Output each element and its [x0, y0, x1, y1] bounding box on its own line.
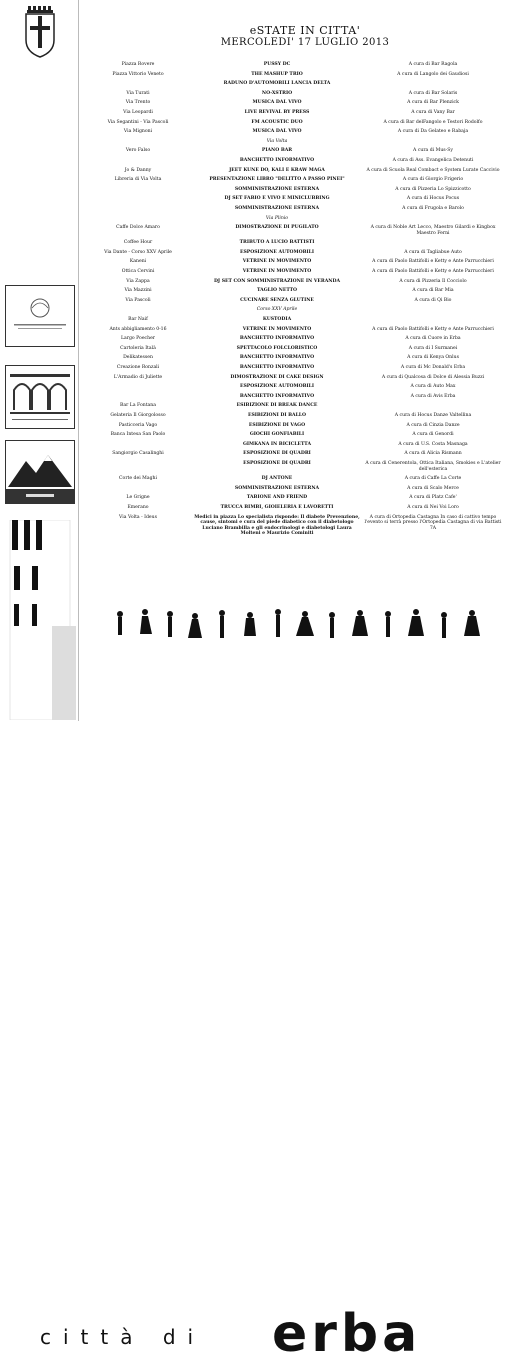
row-event: MUSICA DAL VIVO [252, 129, 302, 135]
row-place: Largo Poecher [121, 336, 155, 342]
schedule-row [84, 240, 504, 246]
row-curator: A cura di Bar delFangolo e Testori Rodolfo [383, 119, 483, 125]
row-place: Via Leopardi [123, 109, 153, 115]
schedule-row [84, 110, 504, 116]
row-event: JEET KUNE DO, KALI E KRAW MAGA [229, 167, 325, 173]
row-curator: A cura di Vany Bar [411, 109, 455, 115]
row-curator: A cura di Langolo dei Gaudiosi [397, 71, 469, 77]
schedule-row [84, 486, 504, 492]
row-event: BANCHETTO INFORMATIVO [239, 365, 315, 370]
row-place: Via Turati [126, 90, 150, 96]
row-event: TAGLIO NETTO [256, 288, 297, 294]
row-event: Medici in piazza Lo specialista risponde: Il diabete Prevenzione, cause, sintomi e cura del piede diabetico con il diabetologo Luciano Brambilla e gli endocrinologi e diabetologi Laura Molteni e Maurizio Cominiti [194, 514, 360, 537]
schedule-row [84, 177, 504, 183]
schedule-row [84, 298, 504, 304]
row-event: DIMOSTRAZIONE DI PUGILATO [235, 225, 319, 231]
row-curator: A cura di Mc Donald's Erba [400, 365, 466, 370]
schedule-row [84, 355, 504, 361]
header [170, 24, 440, 49]
row-place: Pasticceria Vago [118, 422, 158, 428]
row-event: BANCHETTO INFORMATIVO [239, 393, 315, 399]
row-curator: A cura di I Surmanei [408, 345, 458, 351]
event-schedule [84, 62, 504, 537]
schedule-row [84, 394, 504, 400]
row-event: PUSSY DC [263, 62, 291, 67]
row-event: ESIBIZIONE DI BREAK DANCE [236, 403, 318, 409]
schedule-row [84, 81, 504, 87]
row-curator: A cura di Alicia Rismann [404, 451, 462, 457]
row-place: Piazza Rovere [121, 62, 155, 67]
schedule-row [84, 120, 504, 126]
schedule-row [84, 168, 504, 174]
row-event: DJ SET FABIO E VIVO E MINICLUBBING [224, 196, 330, 202]
schedule-row [84, 187, 504, 193]
row-place: L'Armadio di Juliette [113, 374, 163, 380]
footer-city-name: erba [272, 1304, 422, 1364]
row-event: THE MASHUP TRIO [251, 71, 303, 77]
row-curator: A cura di Pizzeria Il Cocciolo [399, 278, 467, 284]
arches-emblem-icon [6, 366, 74, 428]
row-curator: A cura di Bar Plenzick [407, 100, 459, 106]
row-place: Via Zappa [126, 278, 150, 284]
row-curator: A cura di Avis Erba [410, 393, 456, 399]
row-event: BANCHETTO INFORMATIVO [239, 355, 315, 361]
schedule-row [84, 515, 504, 537]
schedule-row [84, 196, 504, 202]
page-title: eSTATE IN CITTA' [249, 24, 361, 37]
row-event: GIOCHI GONFIABILI [249, 432, 305, 438]
schedule-row [84, 100, 504, 106]
row-place: Banca Intesa San Paolo [110, 432, 166, 438]
row-event: RADUNO D'AUTOMOBILI LANCIA DELTA [223, 81, 331, 87]
schedule-row [84, 250, 504, 256]
schedule-row [84, 216, 504, 222]
row-event: ESIBIZIONE DI VAGO [248, 422, 306, 428]
row-curator: A cura di Kenya Onlus [407, 355, 459, 361]
row-place: Via Mignoni [123, 129, 153, 135]
row-place: Le Grigne [126, 495, 150, 501]
schedule-row [84, 495, 504, 501]
row-curator: A cura di Scalo Merce [407, 485, 459, 491]
row-event: TRUCCA BIMBI, GIOIELERIA E LAVORETTI [220, 504, 334, 510]
row-place: Via Volta - Ideus [119, 514, 157, 520]
schedule-row [84, 158, 504, 164]
row-curator: A cura di Paolo Battifolli e Ketty e Ante Parrucchieri [372, 269, 494, 275]
schedule-row [84, 62, 504, 68]
row-place: Cartoleria Italà [120, 345, 156, 351]
row-place: Via Trento [125, 100, 151, 106]
row-event: ESPOSIZIONE AUTOMOBILI [239, 249, 315, 255]
schedule-row [84, 129, 504, 135]
row-event: SOMMINISTRAZIONE ESTERNA [234, 186, 320, 192]
row-event: PRESENTAZIONE LIBRO "DELITTO A PASSO PINEI" [209, 177, 345, 183]
schedule-row [84, 432, 504, 438]
row-place: Delikatessen [123, 355, 153, 361]
row-curator: A cura di Noble Art Lecco, Maestro Gilardi e Kingbox Maestro Ferni [370, 225, 496, 236]
row-event: SOMMINISTRAZIONE ESTERNA [234, 205, 320, 211]
schedule-row [84, 91, 504, 97]
schedule-row [84, 139, 504, 145]
schedule-row [84, 413, 504, 419]
row-curator: A cura di Paolo Battifolli e Ketty e Ante Parrucchieri [372, 326, 494, 332]
row-place: Bar La Fontana [120, 403, 156, 409]
row-event: ESPOSIZIONE DI QUADRI [243, 460, 311, 466]
row-curator: A cura di Bar Solaris [408, 90, 458, 96]
row-curator: A cura di Qi Bio [414, 297, 452, 303]
row-curator: A cura di Genordi [412, 432, 454, 438]
schedule-row [84, 259, 504, 265]
row-curator: A cura di Bar Ragola [408, 62, 458, 67]
row-event: KUSTODIA [262, 317, 292, 323]
schedule-row [84, 375, 504, 381]
row-event: TABIONE AND FRIEND [246, 495, 308, 501]
mountains-emblem-icon [6, 441, 74, 503]
schedule-row [84, 403, 504, 409]
row-event: SPETTACOLO FOLCLORISTICO [236, 345, 318, 351]
row-curator: A cura di Qualcosa di Dolce di Alessia Buzzi [381, 374, 485, 380]
schedule-row [84, 442, 504, 448]
schedule-row [84, 317, 504, 323]
row-place: Sangiorgio Casalinghi [112, 451, 164, 457]
row-curator: A cura di Da Gelateo e Rabaja [397, 129, 469, 135]
row-place: Libreria di Via Volta [114, 177, 162, 183]
row-curator: A cura di Giorgio Frigerio [402, 177, 464, 183]
schedule-row [84, 461, 504, 472]
schedule-row [84, 307, 504, 313]
row-curator: A cura di Auto Max [410, 384, 456, 390]
footer-city-prefix: città di [40, 1325, 206, 1349]
row-curator: A cura di Caffe La Corte [404, 476, 462, 482]
row-curator: A cura di Pizzeria Lo Spizzicotto [395, 186, 471, 192]
row-curator: A cura di Ass. Evangelica Detenuti [392, 157, 474, 163]
row-event: VETRINE IN MOVIMENTO [242, 326, 312, 332]
row-place: Bar Naif [128, 317, 148, 323]
row-event: LIVE REVIVAL BY PRESS [244, 109, 310, 115]
schedule-row [84, 476, 504, 482]
sponsor-logo-arches [5, 365, 75, 429]
row-curator: A cura di Scuola Real Combact e System Lurate Caccivio [366, 167, 500, 173]
row-curator: A cura di Hocus Danze Valtellina [394, 412, 472, 418]
row-place: Caffe Dolce Amaro [116, 225, 160, 231]
row-event: GIMKANA IN BICICLETTA [242, 441, 312, 447]
row-place: Ottica Cervini [121, 269, 155, 275]
row-event: MUSICA DAL VIVO [252, 100, 302, 106]
row-event: Corso XXV Aprile [256, 307, 298, 313]
row-curator: A cura di Cinzia Danze [406, 422, 460, 428]
row-curator: A cura di Ortopedia Castagna In caso di cattivo tempo l'evento si terrà presso l'Ortopedia Castagna di via Battisti 7A [364, 514, 502, 531]
row-place: Via Mazzini [124, 288, 152, 294]
row-place: Emerano [127, 504, 149, 510]
footer [0, 640, 510, 1364]
row-curator: A cura di Cenerentola, Ottica Italiana, Smokies e L'atelier dell'esterica [365, 460, 501, 472]
row-curator: A cura di Frugola e Barolo [402, 205, 464, 211]
row-event: DJ SET CON SOMMINISTRAZIONE IN VERANDA [213, 278, 341, 284]
schedule-row [84, 148, 504, 154]
schedule-row [84, 365, 504, 371]
row-place: Coffee Hour [123, 240, 153, 246]
row-event: VETRINE IN MOVIMENTO [242, 259, 312, 265]
row-curator: A cura di U.S. Costa Masnaga [398, 441, 468, 447]
schedule-row [84, 288, 504, 294]
row-event: TRIBUTO A LUCIO BATTISTI [239, 240, 315, 246]
row-curator: A cura di Hocus Pocus [406, 196, 460, 202]
row-event: DIMOSTRAZIONE DI CAKE DESIGN [230, 374, 324, 380]
row-event: Via Volta [266, 138, 288, 144]
row-event: DJ ANTONE [261, 476, 293, 482]
row-place: Ants abbigliamento 0-16 [109, 326, 167, 332]
schedule-row [84, 346, 504, 352]
row-event: ESPOSIZIONE AUTOMOBILI [239, 384, 315, 390]
schedule-row [84, 505, 504, 511]
row-place: Creazione Ronzali [116, 365, 160, 370]
row-place: Via Pascoli [125, 297, 151, 303]
page-subtitle: MERCOLEDI' 17 LUGLIO 2013 [220, 37, 390, 48]
row-event: VETRINE IN MOVIMENTO [242, 269, 312, 275]
row-event: PIANO BAR [261, 148, 293, 154]
row-curator: A cura di Tagliabue Auto [404, 249, 462, 255]
row-event: ESIBIZIONI DI BALLO [247, 412, 307, 418]
row-place: Piazza Vittorio Veneto [112, 71, 164, 77]
schedule-row [84, 327, 504, 333]
row-place: Jo & Danny [124, 167, 152, 173]
sponsor-logo-mountains [5, 440, 75, 504]
row-event: ESPOSIZIONE DI QUADRI [243, 451, 311, 457]
row-place: Corte dei Maghi [119, 476, 157, 482]
row-event: SOMMINISTRAZIONE ESTERNA [234, 485, 320, 491]
row-event: Via Plinio [265, 215, 289, 221]
row-place: Vero Falso [125, 148, 151, 154]
row-curator: A cura di Mus-Sy [413, 148, 453, 154]
row-event: NO-XSTRIO [261, 90, 293, 96]
schedule-row [84, 206, 504, 212]
schedule-row [84, 225, 504, 236]
schedule-row [84, 336, 504, 342]
schedule-row [84, 279, 504, 285]
row-curator: A cura di Paolo Battifolli e Ketty e Ante Parrucchieri [372, 259, 494, 265]
row-event: BANCHETTO INFORMATIVO [239, 336, 315, 342]
left-sidebar [0, 0, 79, 721]
city-crest-icon [22, 6, 58, 58]
row-curator: A cura di Platz Cafe' [409, 495, 457, 501]
schedule-row [84, 72, 504, 78]
row-curator: A cura di Cuore in Erba [405, 336, 461, 342]
row-event: FM ACOUSTIC DUO [251, 119, 303, 125]
sponsor-logo-region [5, 285, 75, 347]
row-event: BANCHETTO INFORMATIVO [239, 157, 315, 163]
row-curator: A cura di Bar Mia [412, 288, 454, 294]
schedule-row [84, 423, 504, 429]
row-place: Via Segantini - Via Pascoli [107, 119, 169, 125]
row-place: Gelateria Il Giorgolosso [110, 412, 166, 418]
schedule-row [84, 269, 504, 275]
schedule-row [84, 451, 504, 457]
region-emblem-icon [6, 286, 74, 346]
row-place: Kaneni [129, 259, 147, 265]
row-place: Via Dante - Corso XXV Aprile [104, 249, 172, 255]
row-curator: A cura di Nei Voi Loro [407, 504, 459, 510]
row-event: CUCINARE SENZA GLUTINE [240, 297, 314, 303]
schedule-row [84, 384, 504, 390]
